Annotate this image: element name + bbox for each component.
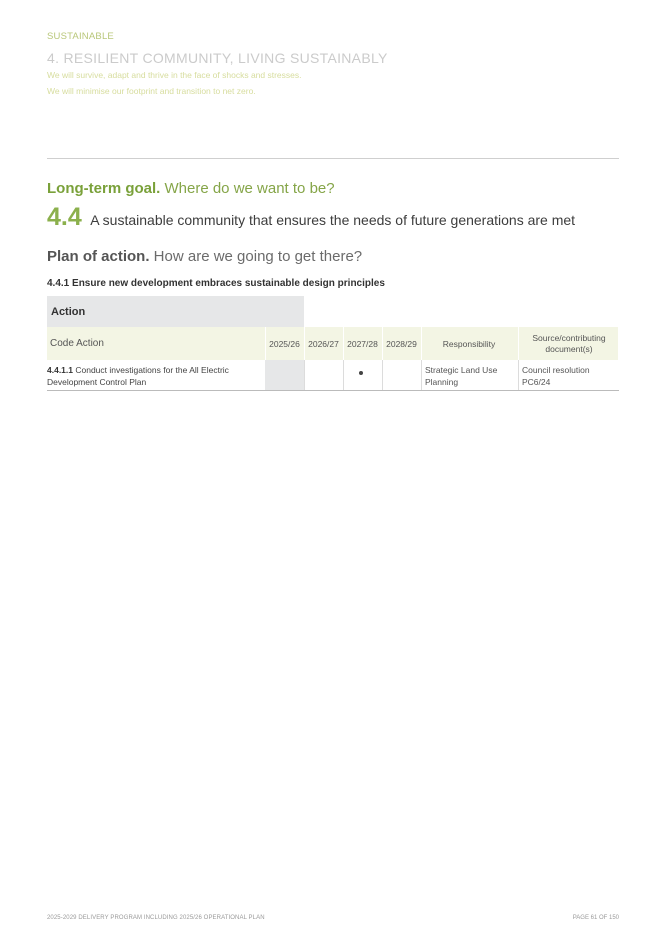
row-divider <box>421 360 422 390</box>
table-header <box>47 327 619 360</box>
col-responsibility: Responsibility <box>442 338 496 349</box>
responsibility-cell: Strategic Land Use Planning <box>425 365 498 387</box>
col-year-2028-29: 2028/29 <box>386 338 417 349</box>
section-statement-1: We will survive, adapt and thrive in the face of shocks and stresses. <box>47 70 302 80</box>
action-text: Conduct investigations for the All Electric Development Control Plan <box>47 365 229 387</box>
goal-text: A sustainable community that ensures the needs of future generations are met <box>90 212 576 228</box>
col-year-2025-26: 2025/26 <box>269 338 300 349</box>
goal-heading-bold: Long-term goal. <box>47 180 161 197</box>
action-code: 4.4.1.1 <box>47 365 73 375</box>
source-cell: Council resolution PC6/24 <box>522 365 590 387</box>
section-category: SUSTAINABLE <box>47 31 114 42</box>
row-divider <box>304 360 305 390</box>
year-cell-shaded <box>265 360 304 390</box>
section-statement-2: We will minimise our footprint and transition to net zero. <box>47 86 256 96</box>
goal-number: 4.4 <box>47 203 82 231</box>
goal-heading-question: Where do we want to be? <box>160 180 335 197</box>
section-title: 4. RESILIENT COMMUNITY, LIVING SUSTAINABLY <box>47 50 388 66</box>
goal-heading <box>47 180 335 197</box>
plan-heading-bold: Plan of action. <box>47 248 150 265</box>
table-row <box>47 360 619 391</box>
footer-page-number: PAGE 61 OF 150 <box>572 915 619 921</box>
table-band-label: Action <box>51 306 86 318</box>
action-description <box>47 364 261 388</box>
row-divider <box>382 360 383 390</box>
col-year-2026-27: 2026/27 <box>308 338 339 349</box>
plan-heading <box>47 248 362 265</box>
table-band <box>47 296 304 327</box>
goal-statement <box>47 203 575 232</box>
col-source: Source/contributing document(s) <box>532 332 606 354</box>
header-divider <box>47 158 619 159</box>
col-year-2027-28: 2027/28 <box>347 338 378 349</box>
row-divider <box>518 360 519 390</box>
col-code-action: Code Action <box>50 338 104 349</box>
plan-heading-question: How are we going to get there? <box>149 248 363 265</box>
year-marker-dot <box>359 371 363 375</box>
footer-document-title: 2025-2029 DELIVERY PROGRAM INCLUDING 2025/26 OPERATIONAL PLAN <box>47 915 265 921</box>
row-divider <box>343 360 344 390</box>
strategy-heading: 4.4.1 Ensure new development embraces sustainable design principles <box>47 278 385 289</box>
